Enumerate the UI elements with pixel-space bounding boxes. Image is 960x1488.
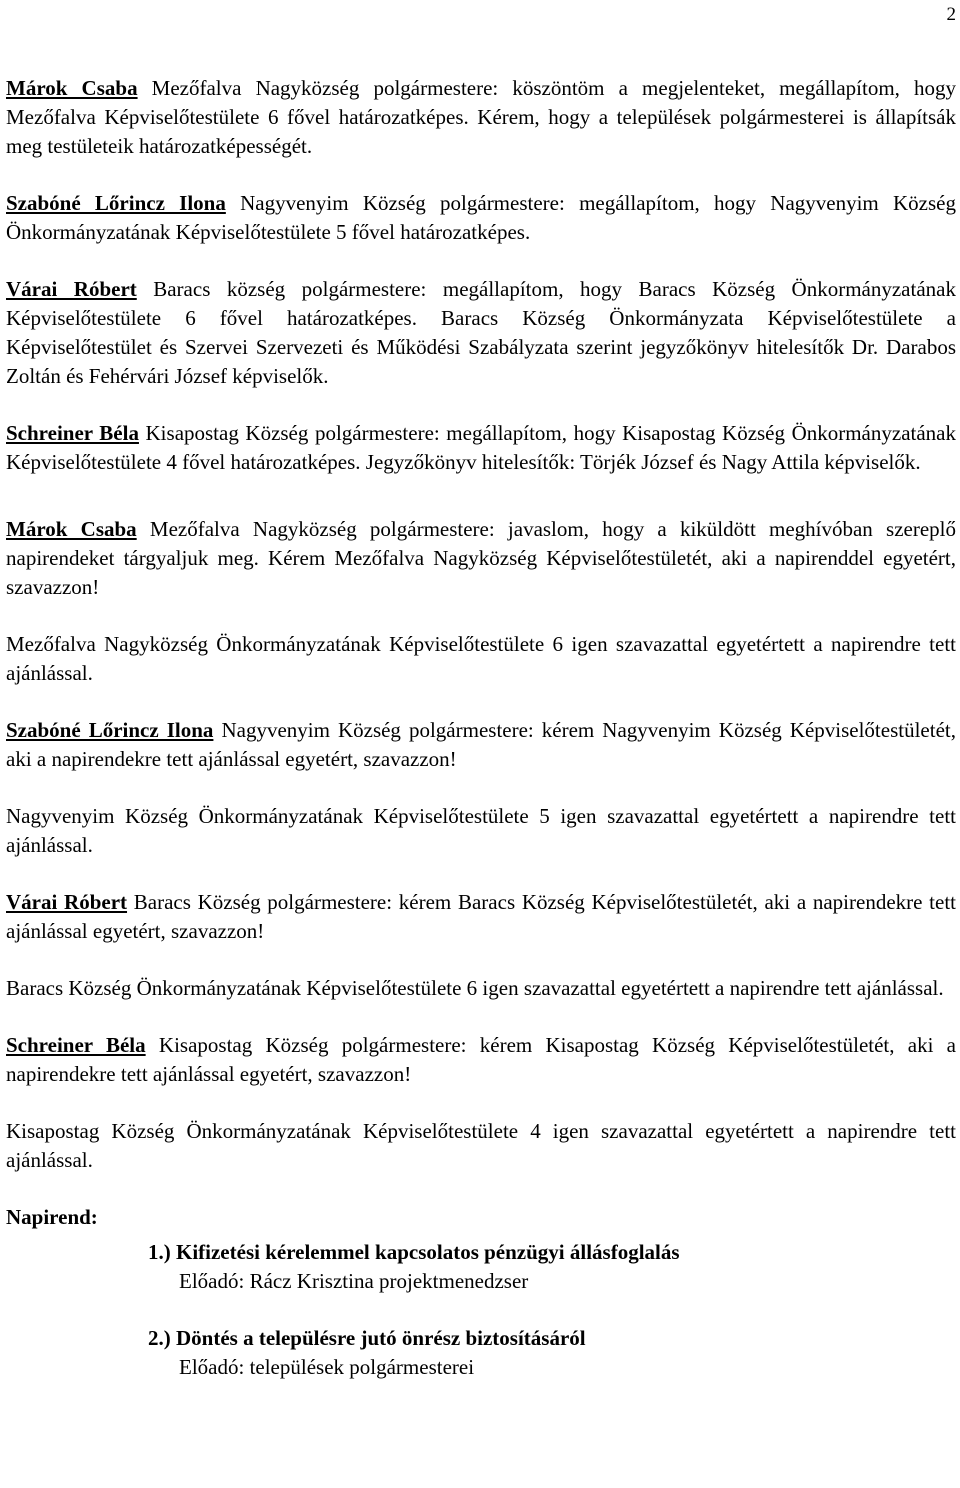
paragraph (6, 888, 956, 946)
speaker-name: Szabóné Lőrincz Ilona (6, 191, 226, 215)
agenda-item-presenter: Előadó: Rácz Krisztina projektmenedzser (179, 1269, 529, 1293)
speaker-name: Szabóné Lőrincz Ilona (6, 718, 214, 742)
agenda-item-presenter: Előadó: települések polgármesterei (179, 1355, 475, 1379)
paragraph-text: Kisapostag Község polgármestere: megállapítom, hogy Kisapostag Község Önkormányzatának Képviselőtestülete 4 fővel határozatképes. Jegyzőkönyv hitelesítők: Törjék József és Nagy Attila képviselők. (6, 421, 956, 474)
agenda-item (148, 1238, 956, 1296)
paragraph-text: Baracs község polgármestere: megállapítom, hogy Baracs Község Önkormányzatának Képviselőtestülete 6 fővel határozatképes. Baracs Község Önkormányzata Képviselőtestülete a Képviselőtestület és Szervei Szervezeti és Működési Szabályzata szerint jegyzőkönyv hitelesítők Dr. Darabos Zoltán és Fehérvári József képviselők. (6, 277, 956, 388)
paragraph (6, 419, 956, 477)
paragraph (6, 74, 956, 161)
speaker-name: Schreiner Béla (6, 421, 139, 445)
speaker-name: Várai Róbert (6, 277, 137, 301)
paragraph-text: Mezőfalva Nagyközség Önkormányzatának Képviselőtestülete 6 igen szavazattal egyetértett a napirendre tett ajánlással. (6, 632, 956, 685)
speaker-name: Márok Csaba (6, 76, 138, 100)
document-body (6, 74, 956, 1410)
paragraph (6, 275, 956, 391)
paragraph-text: Mezőfalva Nagyközség polgármestere: javaslom, hogy a kiküldött meghívóban szereplő napirendeket tárgyaljuk meg. Kérem Mezőfalva Nagyközség Képviselőtestületét, aki a napirenddel egyetért, szavazzon! (6, 517, 956, 599)
speaker-name: Márok Csaba (6, 517, 137, 541)
paragraph-text: Nagyvenyim Község polgármestere: kérem Nagyvenyim Község Képviselőtestületét, aki a napirendekre tett ajánlással egyetért, szavazzon! (6, 718, 956, 771)
speaker-name: Várai Róbert (6, 890, 128, 914)
paragraph-text: Nagyvenyim Község polgármestere: megállapítom, hogy Nagyvenyim Község Önkormányzatának Képviselőtestülete 5 fővel határozatképes. (6, 191, 956, 244)
vote-result (6, 630, 956, 688)
vote-result (6, 974, 956, 1003)
vote-result (6, 1117, 956, 1175)
paragraph-text: Mezőfalva Nagyközség polgármestere: köszöntöm a megjelenteket, megállapítom, hogy Mezőfalva Képviselőtestülete 6 fővel határozatképes. Kérem, hogy a települések polgármesterei is állapítsák meg testületeik határozatképességét. (6, 76, 957, 158)
paragraph (6, 515, 956, 602)
paragraph-text: Kisapostag Község polgármestere: kérem Kisapostag Község Képviselőtestületét, aki a napirendekre tett ajánlással egyetért, szavazzon! (6, 1033, 956, 1086)
agenda-heading: Napirend: (6, 1205, 98, 1229)
agenda-item (148, 1324, 956, 1382)
agenda-item-title: 1.) Kifizetési kérelemmel kapcsolatos pénzügyi állásfoglalás (148, 1240, 680, 1264)
speaker-name: Schreiner Béla (6, 1033, 146, 1057)
paragraph-text: Baracs Község Önkormányzatának Képviselőtestülete 6 igen szavazattal egyetértett a napirendre tett ajánlással. (6, 976, 944, 1000)
paragraph (6, 1031, 956, 1089)
agenda-item-title: 2.) Döntés a településre jutó önrész biztosításáról (148, 1326, 586, 1350)
paragraph (6, 716, 956, 774)
agenda-list (148, 1238, 956, 1382)
paragraph-text: Kisapostag Község Önkormányzatának Képviselőtestülete 4 igen szavazattal egyetértett a napirendre tett ajánlással. (6, 1119, 956, 1172)
paragraph (6, 189, 956, 247)
vote-result (6, 802, 956, 860)
page-number: 2 (946, 4, 956, 25)
paragraph-text: Nagyvenyim Község Önkormányzatának Képviselőtestülete 5 igen szavazattal egyetértett a napirendre tett ajánlással. (6, 804, 956, 857)
paragraph-text: Baracs Község polgármestere: kérem Baracs Község Képviselőtestületét, aki a napirendekre tett ajánlással egyetért, szavazzon! (6, 890, 956, 943)
